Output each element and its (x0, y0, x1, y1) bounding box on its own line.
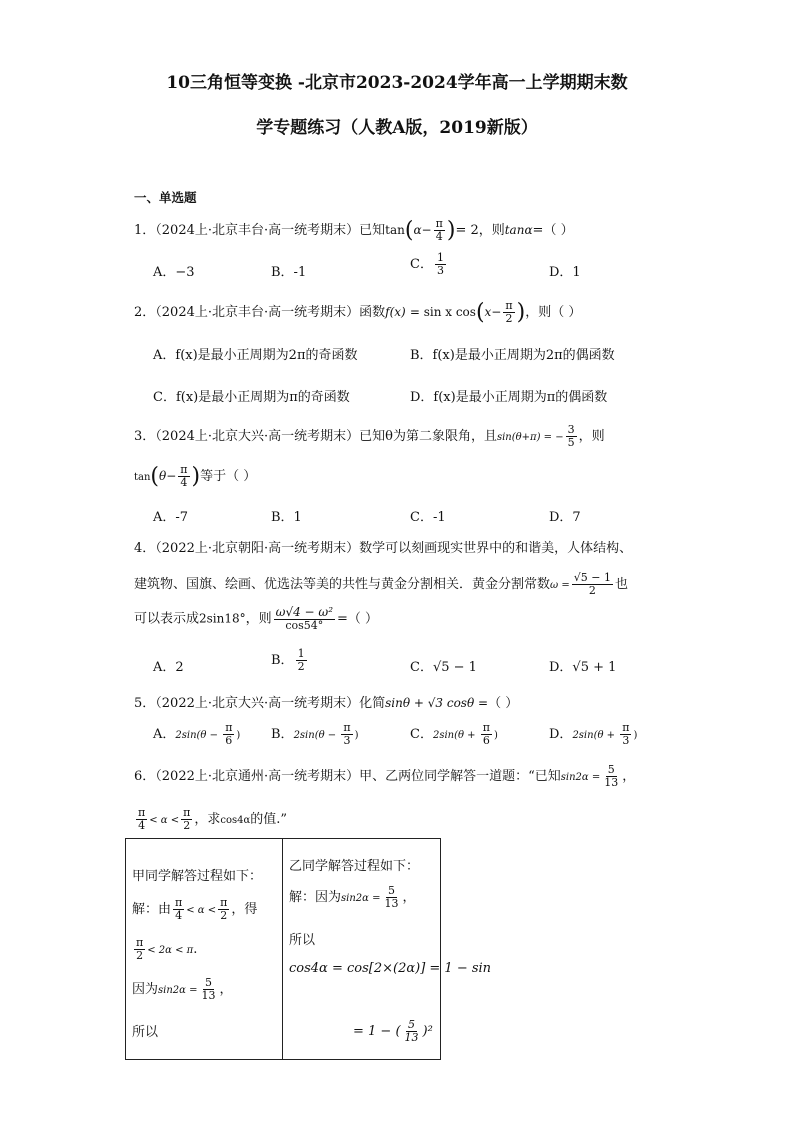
q1-option-b: B．-1 (271, 265, 307, 280)
q5-option-a (153, 722, 240, 747)
q2-eq: = sin x cos (409, 305, 476, 320)
q2-option-d: D．f(x)是最小正周期为π的偶函数 (410, 390, 608, 405)
q4-num: √5 − 1 (573, 571, 611, 584)
q1-eq: = 2，则 (455, 223, 505, 239)
q4-b-num: 1 (297, 647, 305, 660)
q6-pi-b: π (183, 806, 191, 819)
q5-d-close: ) (633, 730, 638, 742)
answer-comparison-table (125, 838, 492, 1060)
yi-cos4a-expansion: cos4α = cos[2×(2α)] = 1 − sin (289, 961, 492, 976)
jia-four: 4 (175, 909, 183, 923)
q4-golden-frac (572, 572, 613, 597)
q3-sin: sin(θ+π) = − (496, 432, 564, 444)
question-6-line2 (134, 807, 287, 832)
jia-pi-b: π (220, 896, 228, 909)
jia-den: 13 (201, 989, 216, 1003)
q3-option-d: D．7 (549, 510, 581, 525)
q3-tail: ，则 (578, 429, 605, 445)
q4-option-d: D．√5 + 1 (549, 660, 617, 675)
q1-tan-alpha: tanα (504, 223, 533, 238)
jia-frac (199, 977, 217, 1002)
q5-option-b (271, 722, 359, 747)
q3-frac (566, 424, 577, 449)
q4-den: 2 (588, 584, 596, 598)
q5-c-den: 6 (482, 734, 490, 748)
q2-inner: x− (484, 305, 502, 320)
q3-inner: θ− (159, 469, 177, 484)
q2-prefix: 2．（2024上·北京丰台·高一统考期末）函数 (134, 305, 386, 321)
q1-inner: α− (413, 223, 432, 238)
document-title-line1: 10三角恒等变换 -北京市2023-2024学年高一上学期期末数 (166, 73, 628, 93)
q5-option-d (549, 722, 637, 747)
q5-a-close: ) (236, 730, 241, 742)
jia-sin2a: sin2α = (158, 985, 198, 997)
jia-comma: ， (219, 982, 233, 998)
q3-rparen: ) (191, 464, 201, 490)
yi-therefore: 所以 (289, 933, 316, 948)
yi-result-frac (403, 1019, 421, 1044)
q6-line2-end: 的值.” (250, 812, 288, 828)
yi-comma: ， (402, 890, 416, 906)
jia-num: 5 (204, 976, 212, 989)
question-3 (134, 424, 605, 449)
q2-two: 2 (505, 312, 513, 326)
q3-option-a: A．-7 (153, 510, 189, 525)
q6-num: 5 (607, 763, 615, 776)
question-2 (134, 300, 581, 325)
jia-step1-a: 解：由 (132, 902, 172, 918)
question-1 (134, 218, 574, 243)
q1-option-d: D．1 (549, 265, 581, 280)
q6-pi-a: π (138, 806, 146, 819)
q1-rparen: ) (446, 218, 456, 244)
q5-a-frac (223, 722, 234, 747)
q3-pi-frac (178, 464, 189, 489)
q3-num: 3 (567, 423, 575, 436)
q5-option-c (410, 722, 498, 747)
yi-num: 5 (387, 884, 395, 897)
q2-pi: π (505, 299, 513, 312)
section-heading: 一、单选题 (134, 190, 197, 205)
q5-d-label: D． (549, 727, 573, 743)
q4-option-c: C．√5 − 1 (410, 660, 477, 675)
q6-four: 4 (138, 819, 146, 833)
q2-pi-frac (503, 300, 514, 325)
q3-pi: π (180, 463, 188, 476)
q5-prefix: 5．（2022上·北京大兴·高一统考期末）化简 (134, 696, 386, 711)
q6-pi2-frac (181, 807, 192, 832)
q1-lparen: ( (404, 218, 414, 244)
jia-therefore: 所以 (132, 1025, 159, 1040)
jia-pi-a: π (175, 896, 183, 909)
jia-pi2-frac-b (134, 937, 145, 962)
q5-c-expr: 2sin(θ + (432, 730, 479, 742)
jia-ineq: < 2α < π (147, 945, 194, 957)
q3-lparen: ( (150, 464, 160, 490)
yi-result-a: = 1 − ( (353, 1024, 401, 1040)
q1-c-den: 3 (436, 264, 444, 278)
jia-two-b: 2 (136, 949, 144, 963)
q1-prefix: 1．（2024上·北京丰台·高一统考期末）已知 (134, 223, 386, 239)
q6-cos4a: cos4α (220, 815, 251, 827)
document-title-line2: 学专题练习（人教A版，2019新版） (256, 118, 538, 138)
q6-line1-a: 6．（2022上·北京通州·高一统考期末）甲、乙两位同学解答一道题：“已知 (134, 769, 561, 785)
q1-pi: π (435, 217, 443, 230)
q4-b-frac (296, 648, 307, 673)
q5-b-label: B． (271, 727, 294, 743)
q5-tail: （ ） (488, 696, 519, 711)
q4-line3-a: 可以表示成 (134, 611, 200, 627)
question-4-line2 (134, 572, 628, 597)
q5-c-label: C． (410, 727, 433, 743)
question-5 (134, 692, 518, 711)
q6-lt: < α < (149, 815, 180, 827)
yi-result-num: 5 (408, 1018, 416, 1031)
q5-a-den: 6 (225, 734, 233, 748)
jia-pi4-frac (173, 897, 184, 922)
jia-period: . (193, 942, 198, 958)
jia-step3 (132, 977, 232, 1002)
q1-option-a: A．−3 (153, 265, 195, 280)
q4-line2-b: 也 (614, 577, 628, 593)
q5-a-num: π (225, 721, 233, 734)
q5-a-label: A． (153, 727, 176, 743)
yi-result-b: )² (422, 1024, 433, 1040)
q5-d-expr: 2sin(θ + (572, 730, 619, 742)
q3-line2-tail: 等于（ ） (200, 469, 257, 485)
jia-step2 (132, 937, 197, 962)
jia-pi2-frac (218, 897, 229, 922)
q5-d-num: π (622, 721, 630, 734)
q4-omega: ω = (550, 580, 570, 592)
jia-because: 因为 (132, 982, 159, 998)
jia-pi-c: π (136, 936, 144, 949)
q4-line2-a: 建筑物、国旗、绘画、优选法等美的共性与黄金分割相关．黄金分割常数 (134, 577, 551, 593)
q3-tan: tan (134, 472, 151, 484)
yi-step1 (289, 885, 415, 910)
q1-c-num: 1 (436, 251, 444, 264)
q4-line3-c: =（ ） (337, 611, 379, 627)
q3-option-c: C．-1 (410, 510, 446, 525)
q4-option-a: A．2 (153, 660, 184, 675)
q5-c-num: π (482, 721, 490, 734)
q6-line1-b: ， (622, 769, 636, 785)
q4-b-label: B． (271, 653, 294, 669)
q3-den: 5 (567, 436, 575, 450)
q1-pi-frac (434, 218, 445, 243)
q3-four: 4 (180, 476, 188, 490)
q4-sin18: 2sin18° (199, 611, 246, 626)
q5-b-expr: 2sin(θ − (293, 730, 340, 742)
q5-c-frac (481, 722, 492, 747)
jia-step1-c: ，得 (231, 902, 258, 918)
q1-c-label: C． (410, 257, 433, 273)
yi-sin2a: sin2α = (341, 893, 381, 905)
q4-line3-b: ，则 (245, 611, 272, 627)
question-4-line3 (134, 606, 378, 632)
q1-c-frac (435, 252, 446, 277)
q1-four: 4 (435, 230, 443, 244)
q4-frac-num: ω√4 − ω² (275, 605, 334, 619)
yi-result-den: 13 (404, 1031, 419, 1045)
q5-b-close: ) (354, 730, 359, 742)
q5-expr: sinθ + √3 cosθ = (385, 696, 489, 710)
jia-two-a: 2 (220, 909, 228, 923)
q5-d-frac (620, 722, 631, 747)
q2-option-c: C．f(x)是最小正周期为π的奇函数 (153, 390, 350, 405)
q5-c-close: ) (493, 730, 498, 742)
q2-lparen: ( (475, 300, 485, 326)
student-jia-cell (126, 839, 283, 1060)
yi-result (353, 1019, 433, 1044)
question-6-line1 (134, 764, 635, 789)
q5-d-den: 3 (622, 734, 630, 748)
q6-line2-tail: ，求 (194, 812, 221, 828)
q5-b-den: 3 (343, 734, 351, 748)
q6-sin2a: sin2α = (560, 772, 601, 784)
q1-option-c (410, 252, 448, 277)
jia-step1 (132, 897, 257, 922)
q4-frac-den: cos54° (285, 619, 324, 633)
q1-tail: =（ ） (532, 223, 574, 239)
q5-a-expr: 2sin(θ − (175, 730, 222, 742)
q5-b-frac (341, 722, 352, 747)
jia-heading: 甲同学解答过程如下： (132, 869, 263, 884)
q3-prefix: 3．（2024上·北京大兴·高一统考期末）已知θ为第二象限角，且 (134, 429, 497, 445)
q2-tail: ，则（ ） (525, 305, 582, 321)
question-3-line2 (134, 464, 256, 489)
yi-because: 解：因为 (289, 890, 342, 906)
q4-b-den: 2 (297, 660, 305, 674)
q4-option-b (271, 648, 309, 673)
q6-two: 2 (183, 819, 191, 833)
jia-lt: < α < (186, 905, 217, 917)
q6-frac (602, 764, 620, 789)
q3-option-b: B．1 (271, 510, 302, 525)
q2-rparen: ) (516, 300, 526, 326)
q1-tan: tan (385, 223, 405, 238)
q2-option-a: A．f(x)是最小正周期为2π的奇函数 (153, 348, 358, 363)
q2-fx: f(x) (385, 305, 406, 320)
q6-pi4-frac (136, 807, 147, 832)
yi-heading: 乙同学解答过程如下： (289, 859, 420, 874)
question-4-line1: 4．（2022上·北京朝阳·高一统考期末）数学可以刻画现实世界中的和谐美，人体结构、 (134, 541, 633, 556)
q2-option-b: B．f(x)是最小正周期为2π的偶函数 (410, 348, 615, 363)
q6-den: 13 (604, 776, 619, 790)
q4-main-frac (274, 606, 335, 632)
q5-b-num: π (343, 721, 351, 734)
yi-frac (382, 885, 400, 910)
yi-den: 13 (384, 897, 399, 911)
student-yi-cell (283, 839, 492, 1060)
